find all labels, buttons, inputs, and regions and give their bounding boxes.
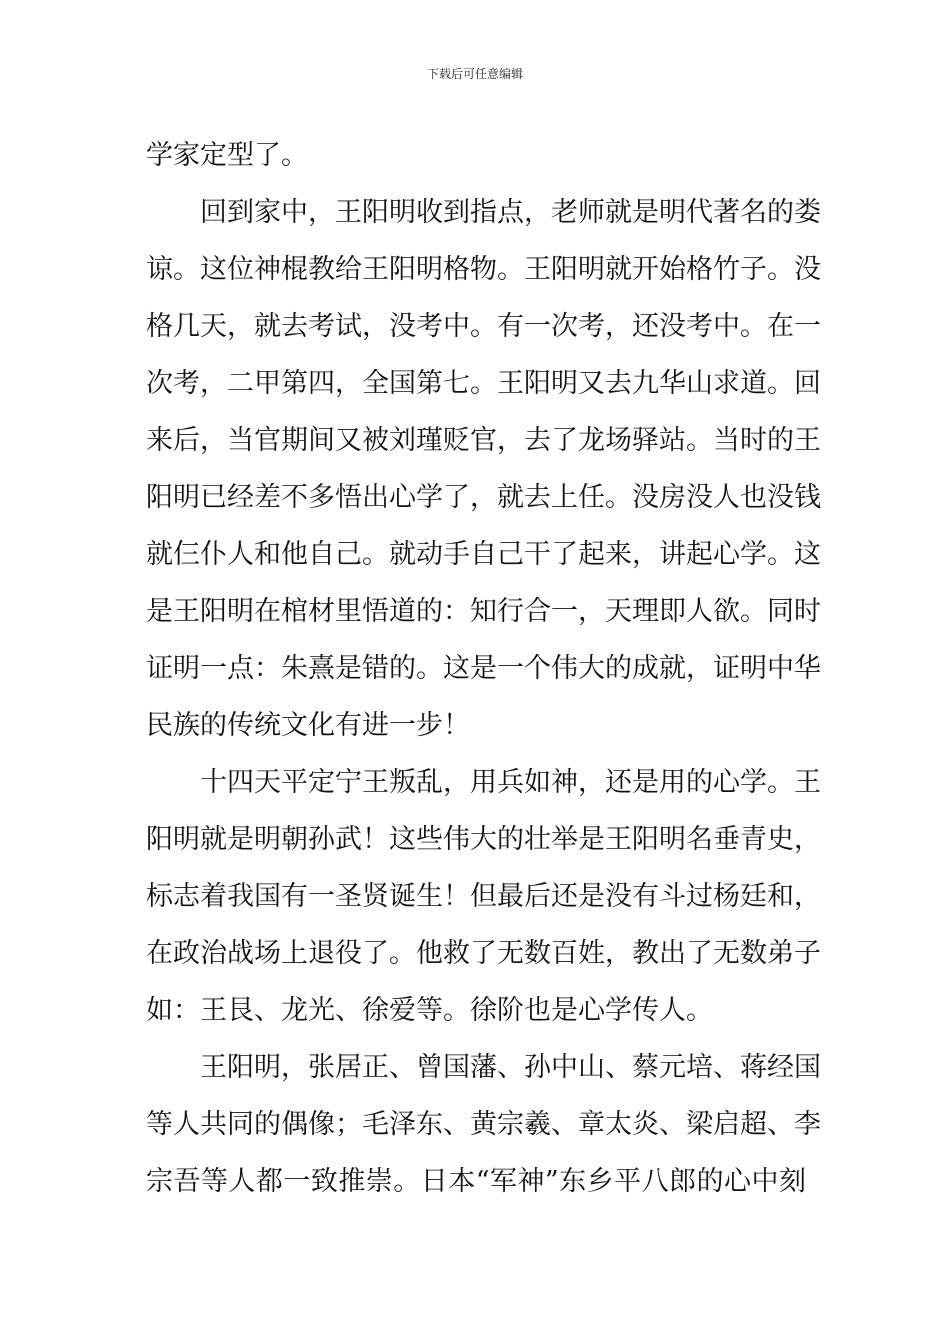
document-body (146, 127, 821, 1210)
text-line: 在政治战场上退役了。他救了无数百姓，教出了无数弟子 (146, 938, 821, 969)
page-header (0, 66, 950, 82)
text-line: 王阳明，张居正、曾国藩、孙中山、蔡元培、蒋经国 (200, 1052, 821, 1083)
text-line: 回到家中，王阳明收到指点，老师就是明代著名的娄 (200, 197, 821, 228)
text-line: 格几天，就去考试，没考中。有一次考，还没考中。在一 (146, 311, 821, 342)
text-line: 是王阳明在棺材里悟道的：知行合一，天理即人欲。同时 (146, 596, 821, 627)
text-line: 阳明就是明朝孙武！这些伟大的壮举是王阳明名垂青史， (146, 824, 821, 855)
text-line: 学家定型了。 (146, 140, 308, 171)
paragraph-1 (146, 127, 806, 184)
text-line: 标志着我国有一圣贤诞生！但最后还是没有斗过杨廷和， (146, 881, 821, 912)
text-line: 如：王艮、龙光、徐爱等。徐阶也是心学传人。 (146, 995, 713, 1026)
text-line: 谅。这位神棍教给王阳明格物。王阳明就开始格竹子。没 (146, 254, 821, 285)
text-line: 民族的传统文化有进一步！ (146, 710, 470, 741)
text-line: 证明一点：朱熹是错的。这是一个伟大的成就，证明中华 (146, 653, 821, 684)
header-text: 下载后可任意编辑 (426, 67, 523, 81)
text-line: 就仨仆人和他自己。就动手自己干了起来，讲起心学。这 (146, 539, 821, 570)
text-line: 次考，二甲第四，全国第七。王阳明又去九华山求道。回 (146, 368, 821, 399)
text-line: 等人共同的偶像；毛泽东、黄宗羲、章太炎、梁启超、李 (146, 1109, 821, 1140)
text-line: 来后，当官期间又被刘瑾贬官，去了龙场驿站。当时的王 (146, 425, 821, 456)
text-line: 十四天平定宁王叛乱，用兵如神，还是用的心学。王 (200, 767, 821, 798)
text-line: 宗吾等人都一致推崇。日本“军神”东乡平八郎的心中刻 (146, 1166, 806, 1197)
paragraph-3 (146, 754, 821, 1039)
text-line: 阳明已经差不多悟出心学了，就去上任。没房没人也没钱 (146, 482, 821, 513)
paragraph-2 (146, 184, 821, 754)
paragraph-4 (146, 1039, 821, 1210)
